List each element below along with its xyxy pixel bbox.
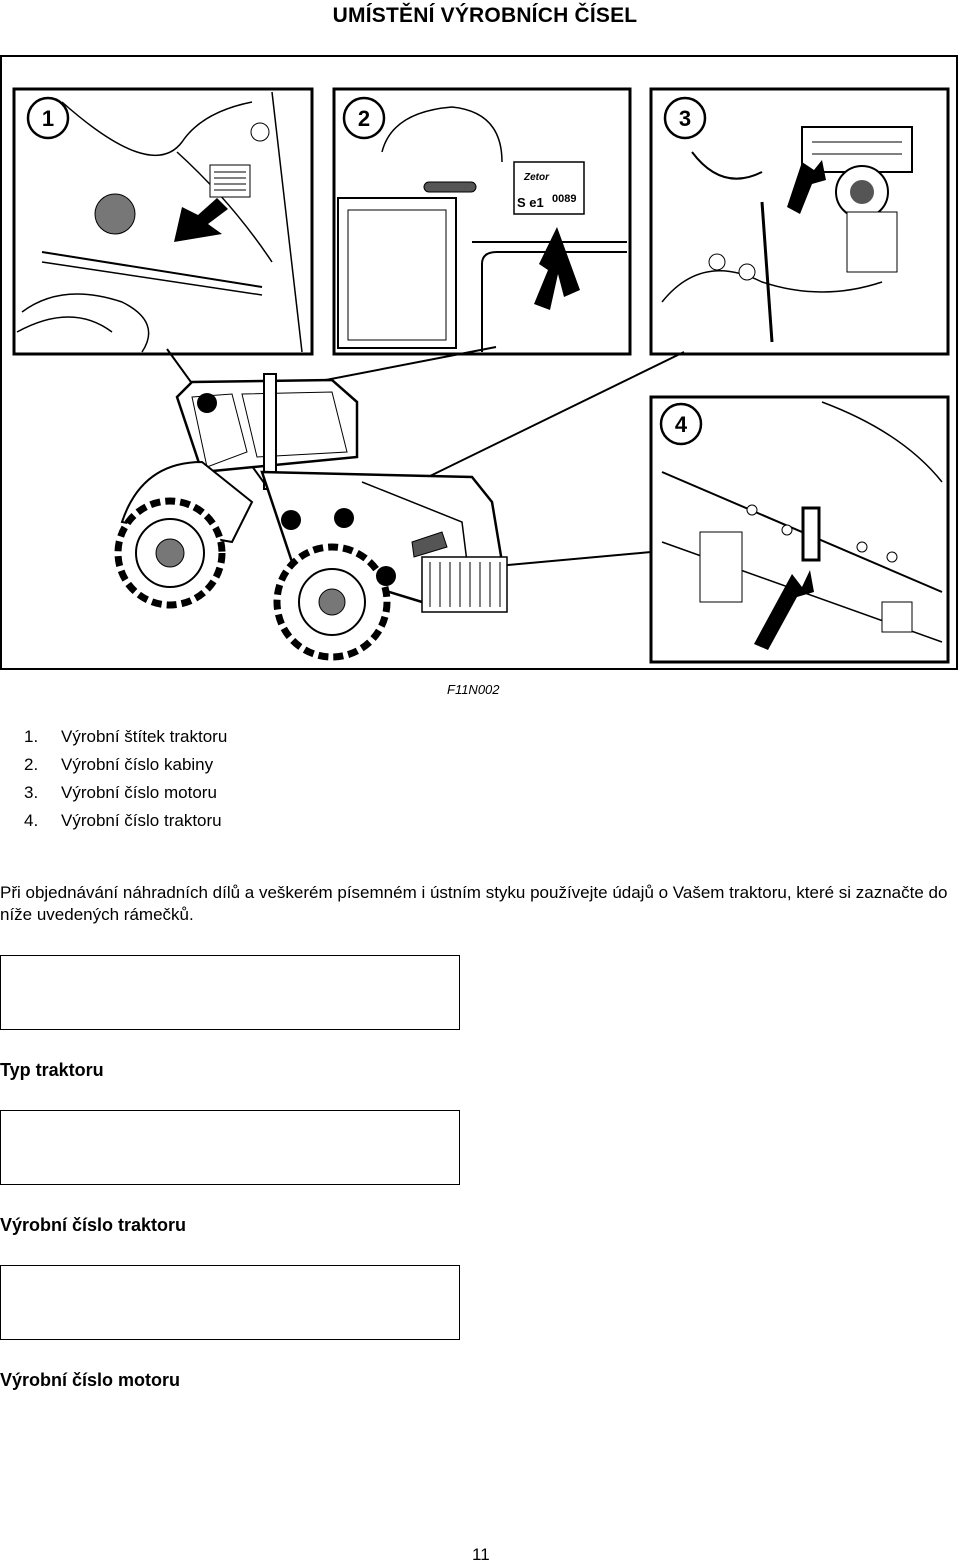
legend-text: Výrobní číslo motoru — [61, 783, 217, 802]
tractor-serial-label: Výrobní číslo traktoru — [0, 1215, 187, 1235]
plate-brand: Zetor — [524, 172, 549, 183]
legend-item — [24, 754, 227, 782]
tractor-type-box[interactable] — [0, 955, 460, 1030]
legend-text: Výrobní číslo traktoru — [61, 811, 222, 830]
panel-2-cab-plate — [334, 89, 630, 354]
legend-text: Výrobní číslo kabiny — [61, 755, 214, 774]
page-title: UMÍSTĚNÍ VÝROBNÍCH ČÍSEL — [332, 4, 638, 27]
legend-list — [24, 726, 227, 838]
tractor-serial-locations-figure — [0, 55, 958, 670]
legend-number: 3. — [24, 783, 39, 802]
legend-item — [24, 726, 227, 754]
legend-text: Výrobní štítek traktoru — [61, 727, 228, 746]
callout-2: 2 — [357, 106, 371, 131]
panel-3-engine-number — [651, 89, 948, 354]
engine-serial-label: Výrobní číslo motoru — [0, 1370, 181, 1390]
tractor-type-label: Typ traktoru — [0, 1060, 104, 1080]
page-number: 11 — [472, 1545, 490, 1564]
legend-number: 1. — [24, 727, 39, 746]
callout-4: 4 — [674, 412, 688, 437]
callout-1: 1 — [41, 106, 55, 131]
legend-number: 2. — [24, 755, 39, 774]
engine-serial-box[interactable] — [0, 1265, 460, 1340]
legend-number: 4. — [24, 811, 39, 830]
intro-paragraph: Při objednávání náhradních dílů a veškerém písemném i ústním styku používejte údajů o Vašem traktoru, které si zaznačte do níže uvedených rámečků. — [0, 883, 948, 924]
plate-line-1: S e1 — [517, 195, 544, 210]
panel-1-tractor-plate — [14, 89, 312, 354]
legend-item — [24, 810, 227, 838]
figure-code: F11N002 — [447, 682, 500, 697]
callout-3: 3 — [678, 106, 692, 131]
legend-item — [24, 782, 227, 810]
tractor-serial-box[interactable] — [0, 1110, 460, 1185]
panel-4-tractor-number — [651, 397, 948, 662]
plate-line-2: 0089 — [552, 193, 577, 205]
tractor-illustration — [118, 374, 507, 657]
figure-drawing — [2, 57, 958, 670]
